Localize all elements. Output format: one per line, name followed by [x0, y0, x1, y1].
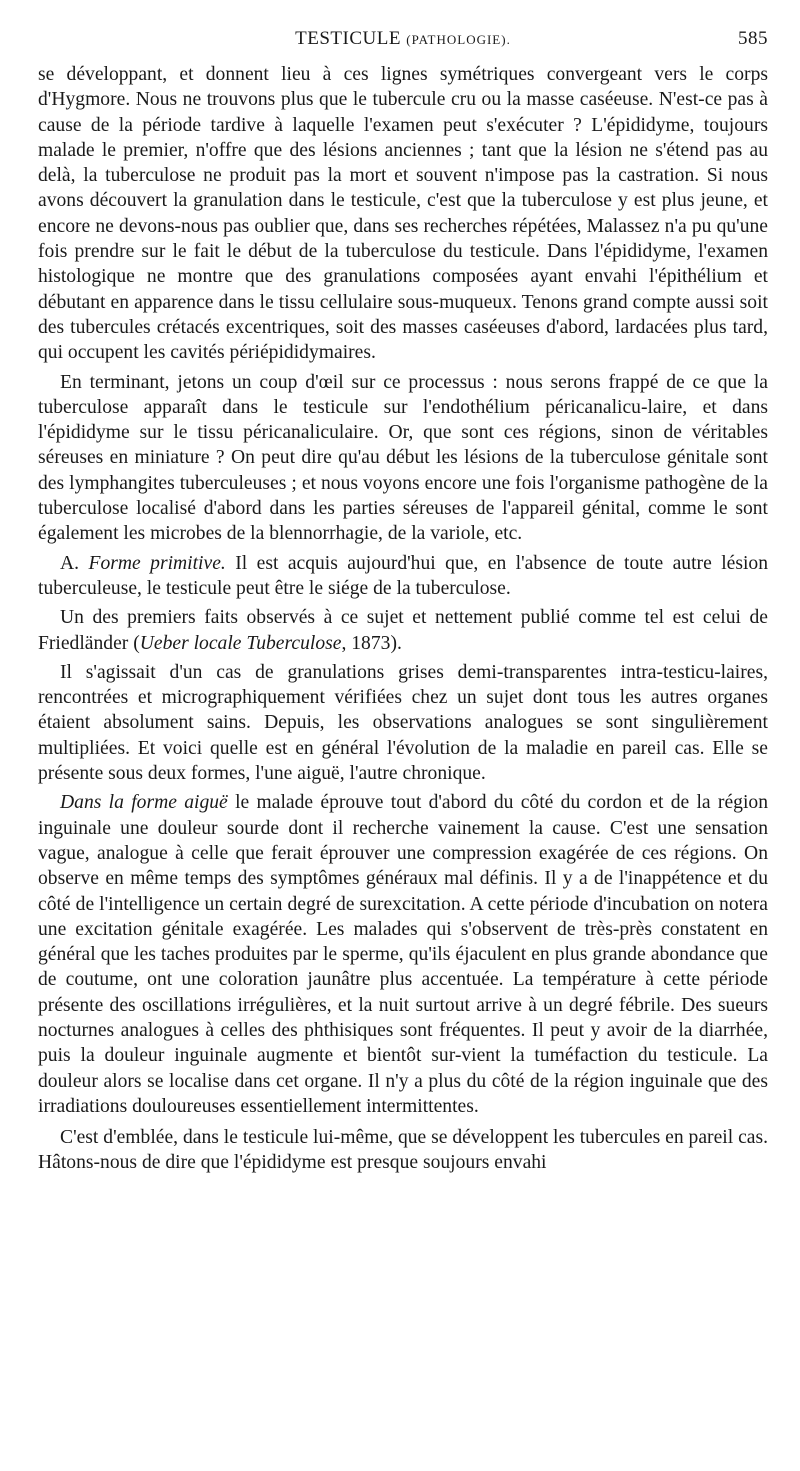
page-number: 585 [738, 28, 768, 49]
paragraph-4-text-after: , 1873). [341, 632, 402, 654]
paragraph-3-text: Il est acquis aujourd'hui que, en l'absence de toute autre lésion tuberculeuse, le testicule peut être le siége de la tuberculose. [38, 552, 769, 599]
paragraph-1-text: se développant, et donnent lieu à ces lignes symétriques convergeant vers le corps d'Hygmore. Nous ne trouvons plus que le tubercule cru ou la masse caséeuse. N'est-ce pas à cause de la période tardive à laquelle l'examen peut s'exécuter ? L'épididyme, toujours malade le premier, n'offre que des lésions anciennes ; tant que la lésion ne s'étend pas au delà, la tuberculose ne produit pas la mort et souvent n'impose pas la castration. Si nous avons découvert la granulation dans le testicule, c'est que la tuberculose y est plus jeune, et encore ne devons-nous pas oublier que, dans ses recherches répétées, Malassez n'a pu qu'une fois prendre sur le fait le début de la tuberculose du testicule. Dans l'épididyme, l'examen histologique ne montre que des granulations composées ayant envahi l'épithélium et débutant en apparence dans le tissu cellulaire sous-muqueux. Tenons grand compte aussi soit des tubercules crétacés excentriques, soit des masses caséeuses d'abord, lardacées plus tard, qui occupent les cavités périépididymaires. [38, 64, 768, 364]
body-text [38, 62, 768, 1176]
running-head [38, 28, 768, 62]
paragraph-5 [38, 660, 768, 786]
running-title [38, 28, 768, 50]
book-page [38, 28, 768, 1180]
paragraph-4-text: Un des premiers faits observés à ce sujet et nettement publié comme tel est celui de Friedländer ( [38, 607, 768, 654]
paragraph-5-text: Il s'agissait d'un cas de granulations grises demi-transparentes intra-testicu-laires, rencontrées et micrographiquement vérifiées chez un sujet dont tous les autres organes étaient absolument sains. Depuis, les observations analogues se sont singulièrement multipliées. Et voici quelle est en général l'évolution de la maladie en pareil cas. Elle se présente sous deux formes, l'une aiguë, l'autre chronique. [38, 661, 768, 785]
paragraph-1 [38, 62, 768, 366]
paragraph-4 [38, 605, 768, 656]
header-subtitle: (PATHOLOGIE). [406, 32, 511, 47]
paragraph-2-text: En terminant, jetons un coup d'œil sur ce processus : nous serons frappé de ce que la tuberculose apparaît dans le testicule sur l'endothélium péricanalicu-laire, et dans l'épididyme sur le tissu péricanaliculaire. Or, que sont ces régions, sinon de véritables séreuses en miniature ? On peut dire qu'au début les lésions de la tuberculose génitale sont des lymphangites tuberculeuses ; et nous voyons encore une fois l'organisme pathogène de la tuberculose localisé d'abord dans les parties séreuses de l'appareil génital, comme le sont également les microbes de la blennorrhagie, de la variole, etc. [38, 371, 768, 545]
paragraph-7-text: C'est d'emblée, dans le testicule lui-même, que se développent les tubercules en pareil cas. Hâtons-nous de dire que l'épididyme est presque soujours envahi [38, 1127, 768, 1174]
section-label: A. [60, 552, 89, 574]
paragraph-2 [38, 370, 768, 547]
forme-aigue-heading: Dans la forme aiguë [60, 792, 228, 814]
paragraph-7 [38, 1125, 768, 1176]
citation-title: Ueber locale Tuberculose [139, 632, 342, 654]
section-heading-forme-primitive: Forme primitive. [88, 552, 226, 574]
paragraph-6-text: le malade éprouve tout d'abord du côté du cordon et de la région inguinale une douleur sourde dont il recherche vainement la cause. C'est une sensation vague, analogue à celle que ferait éprouver une compression exagérée de ces régions. On observe en même temps des symptômes généraux mal définis. Il y a de l'inappétence et du côté de l'intelligence un certain degré de surexcitation. A cette période d'incubation on notera une excitation génitale exagérée. Les malades qui s'observent de très-près constatent en général que les taches produites par le sperme, qu'ils éjaculent en plus grande abondance que de coutume, ont une coloration jaunâtre plus accentuée. La température à cette période présente des oscillations irrégulières, et la nuit surtout arrive à un degré fébrile. Des sueurs nocturnes analogues à celles des phthisiques sont fréquentes. Il peut y avoir de la diarrhée, puis la douleur inguinale augmente et bientôt sur-vient la tuméfaction du testicule. La douleur alors se localise dans cet organe. Il n'y a plus du côté de la région inguinale que des irradiations douloureuses essentiellement intermittentes. [38, 792, 768, 1117]
paragraph-6 [38, 790, 768, 1119]
paragraph-3 [38, 551, 768, 602]
header-title: TESTICULE [295, 28, 401, 49]
